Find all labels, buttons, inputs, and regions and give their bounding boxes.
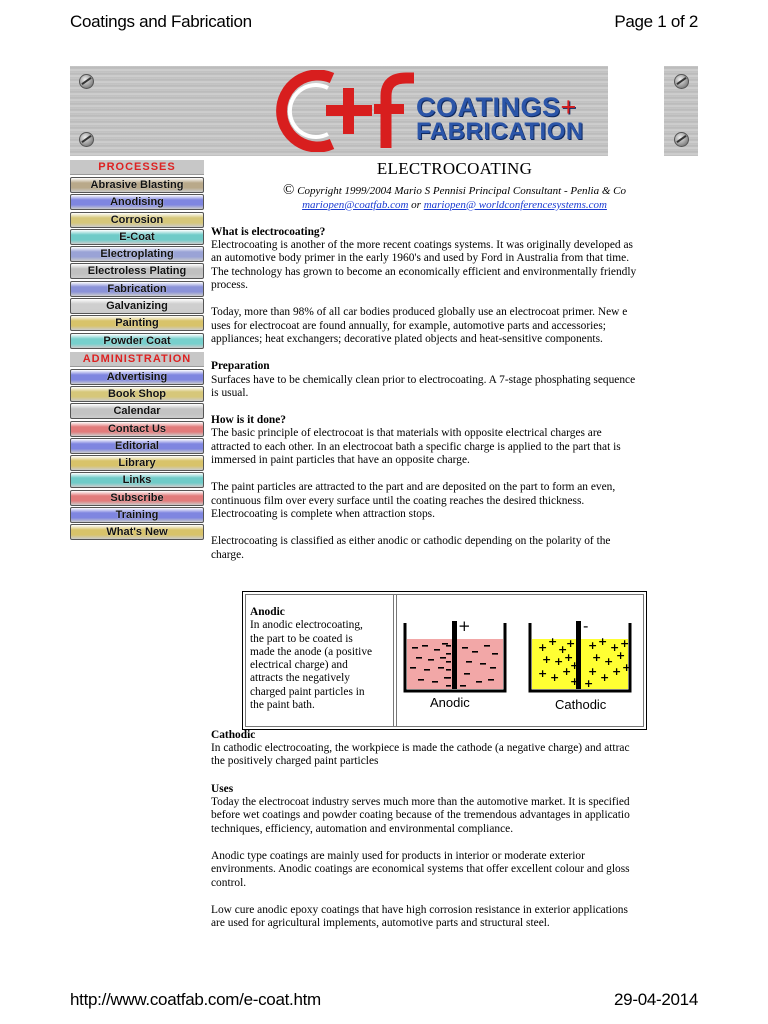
negative-particle — [440, 657, 446, 659]
positive-particle: + — [564, 651, 574, 664]
text-line: The paint particles are attracted to the part and are deposited on the part to form an even, — [211, 481, 616, 494]
text-line: made the anode (a positive — [250, 645, 373, 658]
positive-particle: + — [538, 667, 548, 680]
positive-particle: + — [592, 651, 602, 664]
positive-particle: + — [604, 655, 614, 668]
negative-particle — [416, 657, 422, 659]
negative-particle — [488, 679, 494, 681]
text-line: appliances; heat exchangers; decorative plated objects and heat-sensitive components. — [211, 332, 603, 345]
sidebar-item-advertising[interactable]: Advertising — [70, 369, 204, 385]
page-footer-date: 29-04-2014 — [614, 990, 698, 1009]
negative-particle — [446, 661, 451, 663]
text-line: Electrocoating is complete when attraction stops. — [211, 507, 435, 520]
electrocoating-diagram — [398, 601, 644, 723]
text-line: immersed in paint particles that have an opposite charge. — [211, 454, 470, 467]
anodic-label: Anodic — [430, 695, 470, 710]
banner-right-panel — [664, 66, 698, 156]
sidebar-item-calendar[interactable]: Calendar — [70, 403, 204, 419]
copyright-symbol: © — [283, 182, 295, 199]
sidebar-item-anodising[interactable]: Anodising — [70, 194, 204, 210]
text-line: uses for electrocoat are found annually, for example, automotive parts and accessories; — [211, 319, 606, 332]
paragraph-particles — [211, 481, 698, 521]
sidebar-item-galvanizing[interactable]: Galvanizing — [70, 298, 204, 314]
negative-particle — [480, 663, 486, 665]
sidebar-item-what-s-new[interactable]: What's New — [70, 524, 204, 540]
negative-particle — [464, 673, 470, 675]
site-banner — [70, 66, 608, 156]
screw-icon — [674, 74, 689, 89]
negative-particle — [446, 685, 451, 687]
text-line: the part to be coated is — [250, 632, 353, 645]
text-line: environments. Anodic coatings are economical systems that offer excellent colour and gloss — [211, 863, 630, 876]
article — [211, 160, 698, 930]
text-line: are used for agricultural implements, automotive parts and structural steel. — [211, 917, 550, 930]
negative-particle — [442, 643, 448, 645]
sidebar-nav — [70, 160, 204, 540]
positive-particle: + — [612, 665, 622, 678]
text-line: attracted to each other. In an electrocoat bath a specific charge is applied to the part that is — [211, 440, 621, 453]
cathodic-label: Cathodic — [555, 697, 607, 712]
section-preparation — [211, 360, 698, 400]
text-line: charged paint particles in — [250, 685, 365, 698]
page-number: Page 1 of 2 — [614, 12, 698, 31]
anodic-electrode — [452, 621, 457, 689]
positive-particle: + — [548, 635, 558, 648]
text-line: Today the electrocoat industry serves much more than the automotive market. It is specified — [211, 796, 630, 809]
negative-particle — [422, 645, 428, 647]
anodic-heading: Anodic — [250, 606, 285, 618]
sidebar-item-corrosion[interactable]: Corrosion — [70, 212, 204, 228]
paragraph-anodic-types — [211, 850, 698, 890]
positive-particle: + — [538, 641, 548, 654]
negative-particle — [432, 681, 438, 683]
section-cathodic — [211, 729, 698, 769]
email-link-coatfab[interactable]: mariopen@coatfab.com — [302, 198, 409, 211]
positive-particle: + — [616, 649, 626, 662]
positive-particle: + — [554, 655, 564, 668]
article-title: ELECTROCOATING — [376, 159, 533, 178]
positive-particle: + — [588, 665, 598, 678]
negative-particle — [472, 651, 478, 653]
positive-particle: + — [584, 677, 594, 690]
paragraph-classified — [211, 535, 698, 562]
text-line: control. — [211, 876, 247, 889]
sidebar-item-contact-us[interactable]: Contact Us — [70, 421, 204, 437]
positive-particle: + — [550, 671, 560, 684]
text-line: charge. — [211, 548, 244, 561]
sidebar-item-fabrication[interactable]: Fabrication — [70, 281, 204, 297]
sidebar-item-e-coat[interactable]: E-Coat — [70, 229, 204, 245]
copyright-line — [211, 184, 698, 198]
screw-icon — [79, 74, 94, 89]
paragraph-low-cure — [211, 904, 698, 931]
heading-cathodic: Cathodic — [211, 728, 256, 741]
anodic-description — [250, 606, 392, 712]
sidebar-item-library[interactable]: Library — [70, 455, 204, 471]
sidebar-item-electroplating[interactable]: Electroplating — [70, 246, 204, 262]
anodic-cathodic-figure — [242, 591, 647, 730]
screw-icon — [674, 132, 689, 147]
positive-particle: + — [588, 639, 598, 652]
text-line: attracts the negatively — [250, 672, 350, 685]
section-how — [211, 414, 698, 467]
text-line: an automotive body primer in the early 1960's and used by Ford in Australia from that time. — [211, 252, 630, 265]
text-line: Electrocoating is another of the more recent coatings systems. It was originally developed as — [211, 239, 633, 252]
positive-particle: + — [622, 661, 632, 674]
section-what — [211, 226, 698, 292]
sidebar-item-electroless-plating[interactable]: Electroless Plating — [70, 263, 204, 279]
negative-particle — [424, 669, 430, 671]
text-line: is usual. — [211, 386, 249, 399]
sidebar-item-powder-coat[interactable]: Powder Coat — [70, 333, 204, 349]
sidebar-item-book-shop[interactable]: Book Shop — [70, 386, 204, 402]
negative-particle — [446, 669, 451, 671]
text-line: electrical charge) and — [250, 659, 348, 672]
negative-particle — [418, 679, 424, 681]
negative-particle — [446, 653, 451, 655]
text-line: Low cure anodic epoxy coatings that have high corrosion resistance in exterior applications — [211, 903, 628, 916]
page-header-title: Coatings and Fabrication — [70, 12, 252, 31]
section-uses — [211, 783, 698, 836]
positive-particle: + — [542, 653, 552, 666]
text-line: The technology has grown to become an economically efficient and environmentally friendly — [211, 265, 637, 278]
negative-particle — [434, 649, 440, 651]
logo-text-fabrication: FABRICATION — [416, 118, 584, 145]
sidebar-item-abrasive-blasting[interactable]: Abrasive Blasting — [70, 177, 204, 193]
negative-particle — [428, 659, 434, 661]
page-footer-url: http://www.coatfab.com/e-coat.htm — [70, 990, 321, 1009]
positive-particle: + — [558, 643, 568, 656]
anodic-electrode-sign: + — [458, 617, 471, 635]
heading-what: What is electrocoating? — [211, 225, 326, 238]
text-line: the positively charged paint particles — [211, 755, 379, 768]
copyright-text: Copyright 1999/2004 Mario S Pennisi Principal Consultant - Penlia & Co — [297, 185, 626, 198]
positive-particle: + — [562, 665, 572, 678]
negative-particle — [460, 685, 466, 687]
negative-particle — [462, 647, 468, 649]
email-link-worldconference[interactable]: mariopen@ worldconferencesystems.com — [423, 198, 607, 211]
negative-particle — [410, 667, 416, 669]
heading-how: How is it done? — [211, 414, 286, 427]
positive-particle: + — [600, 671, 610, 684]
positive-particle: + — [620, 637, 630, 650]
text-line: Surfaces have to be chemically clean prior to electrocoating. A 7-stage phosphating sequence — [211, 373, 636, 386]
negative-particle — [446, 645, 451, 647]
sidebar-section-processes: PROCESSES — [70, 160, 204, 175]
text-line: Anodic type coatings are mainly used for products in interior or moderate exterior — [211, 849, 585, 862]
positive-particle: + — [610, 641, 620, 654]
sidebar-item-training[interactable]: Training — [70, 507, 204, 523]
text-line: In cathodic electrocoating, the workpiece is made the cathode (a negative charge) and attrac — [211, 742, 630, 755]
negative-particle — [438, 667, 444, 669]
negative-particle — [490, 667, 496, 669]
cathodic-electrode-sign: - — [583, 617, 589, 635]
sidebar-section-administration: ADMINISTRATION — [70, 352, 204, 367]
negative-particle — [476, 681, 482, 683]
negative-particle — [492, 653, 498, 655]
positive-particle: + — [566, 637, 576, 650]
logo-text-coatings: COATINGS+ — [416, 92, 577, 122]
screw-icon — [79, 132, 94, 147]
sidebar-item-painting[interactable]: Painting — [70, 315, 204, 331]
text-line: process. — [211, 279, 249, 292]
negative-particle — [412, 647, 418, 649]
text-line: The basic principle of electrocoat is that materials with opposite electrical charges are — [211, 427, 602, 440]
sidebar-item-subscribe[interactable]: Subscribe — [70, 490, 204, 506]
figure-divider — [393, 595, 397, 726]
text-line: Today, more than 98% of all car bodies produced globally use an electrocoat primer. New e — [211, 306, 628, 319]
sidebar-item-links[interactable]: Links — [70, 472, 204, 488]
text-line: Electrocoating is classified as either anodic or cathodic depending on the polarity of the — [211, 535, 611, 548]
positive-particle: + — [598, 635, 608, 648]
heading-uses: Uses — [211, 782, 234, 795]
heading-preparation: Preparation — [211, 360, 270, 373]
text-line: techniques, efficiency, automation and environmental compliance. — [211, 822, 514, 835]
text-line: In anodic electrocoating, — [250, 619, 363, 632]
sidebar-item-editorial[interactable]: Editorial — [70, 438, 204, 454]
positive-particle: + — [570, 675, 580, 688]
text-line: continuous film over every surface until the coating reaches the desired thickness. — [211, 494, 585, 507]
text-line: before wet coatings and powder coating because of the tremendous advantages in applicatio — [211, 809, 630, 822]
positive-particle: + — [570, 659, 580, 672]
text-line: the paint bath. — [250, 699, 315, 712]
negative-particle — [446, 677, 451, 679]
paragraph-today — [211, 306, 698, 346]
negative-particle — [466, 661, 472, 663]
contact-emails: mariopen@coatfab.com or mariopen@ worldconferencesystems.com — [302, 198, 607, 211]
negative-particle — [484, 645, 490, 647]
